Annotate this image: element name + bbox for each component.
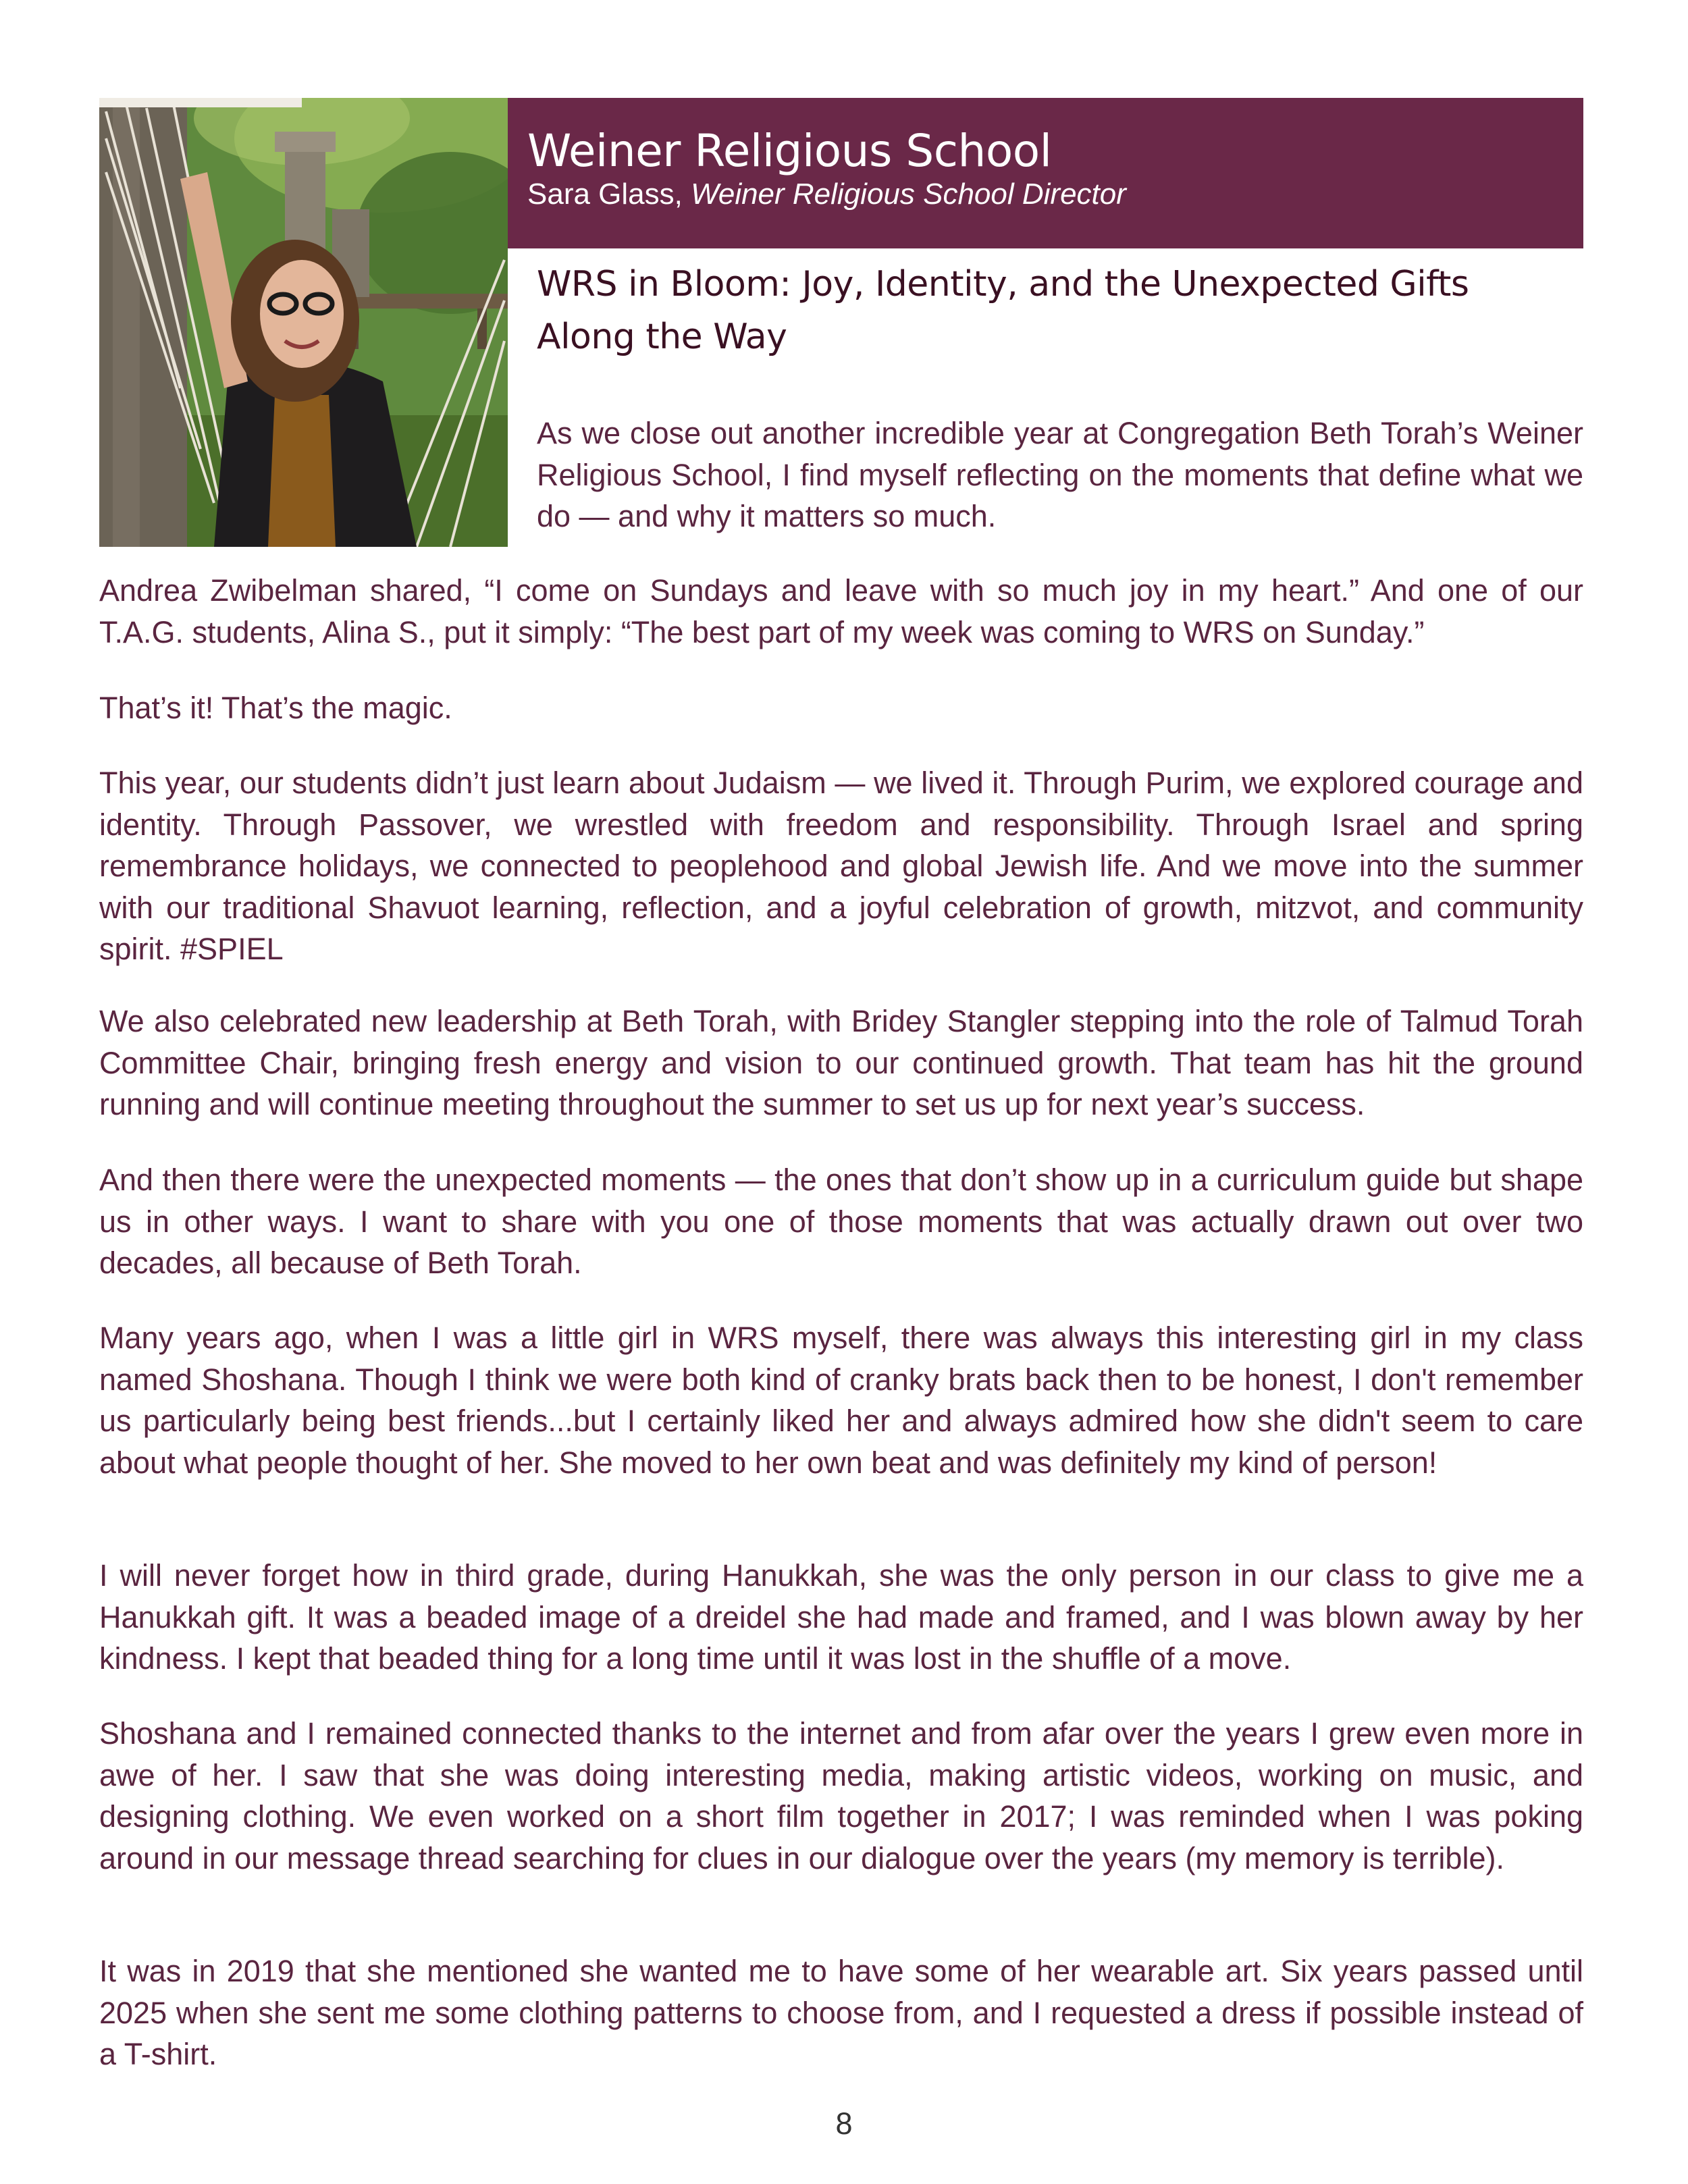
section-title: Weiner Religious School bbox=[527, 125, 1052, 177]
author-photo bbox=[99, 98, 508, 547]
article-headline bbox=[537, 258, 1550, 363]
article-paragraph-intro: As we close out another incredible year at Congregation Beth Torah’s Weiner Religious School, I find myself reflecting on the moments that define what we do — and why it matters so much. bbox=[537, 416, 1583, 533]
author-role: Weiner Religious School Director bbox=[691, 178, 1126, 211]
article-paragraph: Andrea Zwibelman shared, “I come on Sundays and leave with so much joy in my heart.” And one of our T.A.G. students, Alina S., put it simply: “The best part of my week was coming to WRS on Sunday.” bbox=[99, 573, 1583, 649]
author-name: Sara Glass, bbox=[527, 178, 683, 211]
article-paragraph: It was in 2019 that she mentioned she wanted me to have some of her wearable art. Six years passed until 2025 when she sent me some clothing patterns to choose from, and I requested a dress if possible instead of a T-shirt. bbox=[99, 1954, 1583, 2071]
person-in-hammock-photo bbox=[99, 98, 508, 547]
article-paragraph: And then there were the unexpected moments — the ones that don’t show up in a curriculum guide but shape us in other ways. I want to share with you one of those moments that was actually drawn out over two decades, all because of Beth Torah. bbox=[99, 1163, 1583, 1280]
article-paragraph: That’s it! That’s the magic. bbox=[99, 691, 452, 725]
article-paragraph: Many years ago, when I was a little girl in WRS myself, there was always this interesting girl in my class named Shoshana. Though I think we were both kind of cranky brats back then to be honest, I don't remember us particularly being best friends...but I certainly liked her and always admired how she didn't seem to care about what people thought of her. She moved to her own beat and was definitely my kind of person! bbox=[99, 1321, 1583, 1480]
page-number: 8 bbox=[835, 2106, 853, 2141]
headline-line-2: Along the Way bbox=[537, 317, 787, 357]
headline-line-1: WRS in Bloom: Joy, Identity, and the Unexpected Gifts bbox=[537, 264, 1469, 304]
author-byline bbox=[527, 176, 1583, 213]
section-banner bbox=[508, 98, 1583, 248]
article-paragraph: Shoshana and I remained connected thanks to the internet and from afar over the years I grew even more in awe of her. I saw that she was doing interesting media, making artistic videos, working on music, and designing clothing. We even worked on a short film together in 2017; I was reminded when I was poking around in our message thread searching for clues in our dialogue over the years (my memory is terrible). bbox=[99, 1716, 1583, 1875]
article-paragraph: This year, our students didn’t just learn about Judaism — we lived it. Through Purim, we explored courage and identity. Through Passover, we wrestled with freedom and responsibility. Through Israel and spring remembrance holidays, we connected to peoplehood and global Jewish life. And we move into the summer with our traditional Shavuot learning, reflection, and a joyful celebration of growth, mitzvot, and community spirit. #SPIEL bbox=[99, 766, 1583, 966]
article-paragraph: I will never forget how in third grade, during Hanukkah, she was the only person in our class to give me a Hanukkah gift. It was a beaded image of a dreidel she had made and framed, and I was blown away by her kindness. I kept that beaded thing for a long time until it was lost in the shuffle of a move. bbox=[99, 1558, 1583, 1676]
article-paragraph: We also celebrated new leadership at Beth Torah, with Bridey Stangler stepping into the role of Talmud Torah Committee Chair, bringing fresh energy and vision to our continued growth. That team has hit the ground running and will continue meeting throughout the summer to set us up for next year’s success. bbox=[99, 1004, 1583, 1121]
